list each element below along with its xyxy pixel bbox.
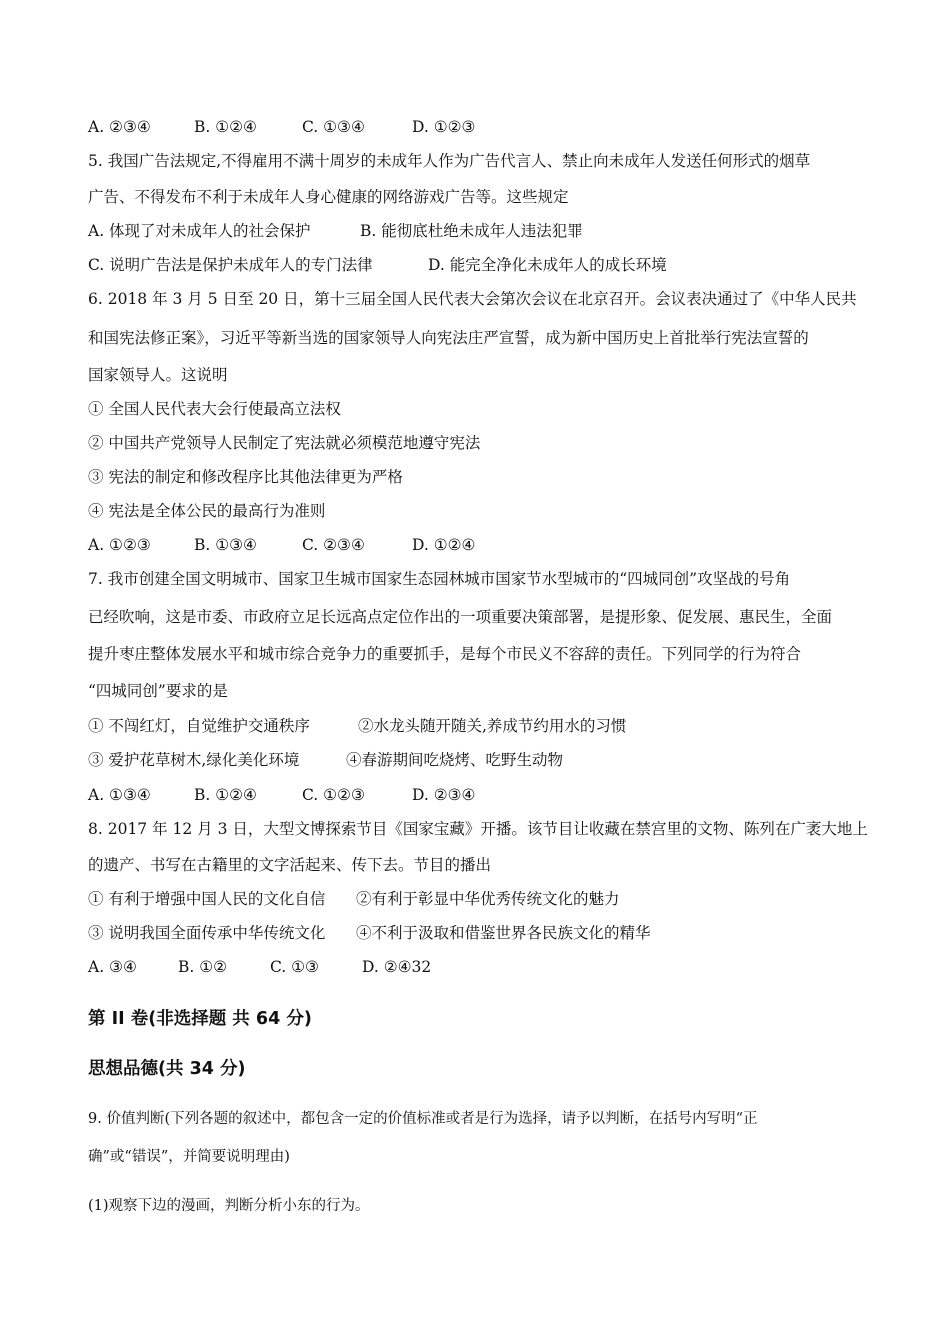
q9-stem-line2: 确”或“错误”，并简要说明理由)	[88, 1149, 290, 1165]
q7-item-3: ③ 爱护花草树木,绿化美化环境	[88, 751, 300, 769]
q5-stem-line1: 5. 我国广告法规定,不得雇用不满十周岁的未成年人作为广告代言人、禁止向未成年人发送任何形式的烟草	[88, 152, 811, 170]
q7-option-b: B. ①②④	[194, 786, 257, 804]
q4-option-c: C. ①③④	[302, 118, 365, 136]
q7-stem-line1: 7. 我市创建全国文明城市、国家卫生城市国家生态园林城市国家节水型城市的“四城同创”攻坚战的号角	[88, 570, 791, 588]
q7-stem-line3: 提升枣庄整体发展水平和城市综合竞争力的重要抓手，是每个市民义不容辞的责任。下列同学的行为符合	[88, 645, 802, 663]
q6-stem-line3: 国家领导人。这说明	[88, 366, 228, 384]
q7-option-d: D. ②③④	[412, 786, 476, 804]
q8-item-2: ②有利于彰显中华优秀传统文化的魅力	[356, 890, 620, 908]
q8-option-a: A. ③④	[88, 958, 137, 976]
q6-option-a: A. ①②③	[88, 536, 151, 554]
q8-option-c: C. ①③	[270, 958, 319, 976]
q7-stem-line2: 已经吹响，这是市委、市政府立足长远高点定位作出的一项重要决策部署，是提形象、促发展、惠民生，全面	[88, 608, 833, 626]
q6-option-b: B. ①③④	[194, 536, 257, 554]
q5-option-b: B. 能彻底杜绝未成年人违法犯罪	[360, 222, 583, 240]
q8-option-b: B. ①②	[178, 958, 228, 976]
q7-item-2: ②水龙头随开随关,养成节约用水的习惯	[358, 717, 627, 735]
q6-stem-line1: 6. 2018 年 3 月 5 日至 20 日，第十三届全国人民代表大会第次会议在北京召开。会议表决通过了《中华人民共	[88, 290, 857, 308]
q4-option-a: A. ②③④	[88, 118, 151, 136]
q5-option-c: C. 说明广告法是保护未成年人的专门法律	[88, 256, 373, 274]
q6-item-3: ③ 宪法的制定和修改程序比其他法律更为严格	[88, 468, 403, 486]
q9-sub-1: (1)观察下边的漫画，判断分析小东的行为。	[88, 1198, 370, 1214]
q9-stem-line1: 9. 价值判断(下列各题的叙述中，都包含一定的价值标准或者是行为选择，请予以判断，在括号内写明“正	[88, 1111, 758, 1127]
q6-item-2: ② 中国共产党领导人民制定了宪法就必须模范地遵守宪法	[88, 434, 481, 452]
q6-stem-line2: 和国宪法修正案》，习近平等新当选的国家领导人向宪法庄严宣誓，成为新中国历史上首批举行宪法宣誓的	[88, 329, 809, 347]
q6-option-c: C. ②③④	[302, 536, 365, 554]
q4-option-b: B. ①②④	[194, 118, 257, 136]
q8-item-4: ④不利于汲取和借鉴世界各民族文化的精华	[356, 924, 651, 942]
q6-item-1: ① 全国人民代表大会行使最高立法权	[88, 400, 341, 418]
q6-option-d: D. ①②④	[412, 536, 476, 554]
section-2-title: 第 II 卷(非选择题 共 64 分)	[88, 1009, 312, 1029]
q5-option-d: D. 能完全净化未成年人的成长环境	[428, 256, 667, 274]
q8-stem-line2: 的遗产、书写在古籍里的文字活起来、传下去。节目的播出	[88, 856, 492, 874]
q6-item-4: ④ 宪法是全体公民的最高行为准则	[88, 502, 326, 520]
q5-option-a: A. 体现了对未成年人的社会保护	[88, 222, 311, 240]
q7-item-4: ④春游期间吃烧烤、吃野生动物	[346, 751, 564, 769]
q7-option-c: C. ①②③	[302, 786, 365, 804]
q8-stem-line1: 8. 2017 年 12 月 3 日，大型文博探索节目《国家宝藏》开播。该节目让收藏在禁宫里的文物、陈列在广袤大地上	[88, 820, 868, 838]
q7-stem-line4: “四城同创”要求的是	[88, 682, 228, 700]
q7-item-1: ① 不闯红灯，自觉维护交通秩序	[88, 717, 310, 735]
q8-item-1: ① 有利于增强中国人民的文化自信	[88, 890, 326, 908]
subsection-title: 思想品德(共 34 分)	[88, 1059, 246, 1079]
q5-stem-line2: 广告、不得发布不利于未成年人身心健康的网络游戏广告等。这些规定	[88, 188, 569, 206]
q8-item-3: ③ 说明我国全面传承中华传统文化	[88, 924, 326, 942]
q7-option-a: A. ①③④	[88, 786, 151, 804]
q8-option-d: D. ②④32	[362, 958, 432, 976]
q4-option-d: D. ①②③	[412, 118, 476, 136]
